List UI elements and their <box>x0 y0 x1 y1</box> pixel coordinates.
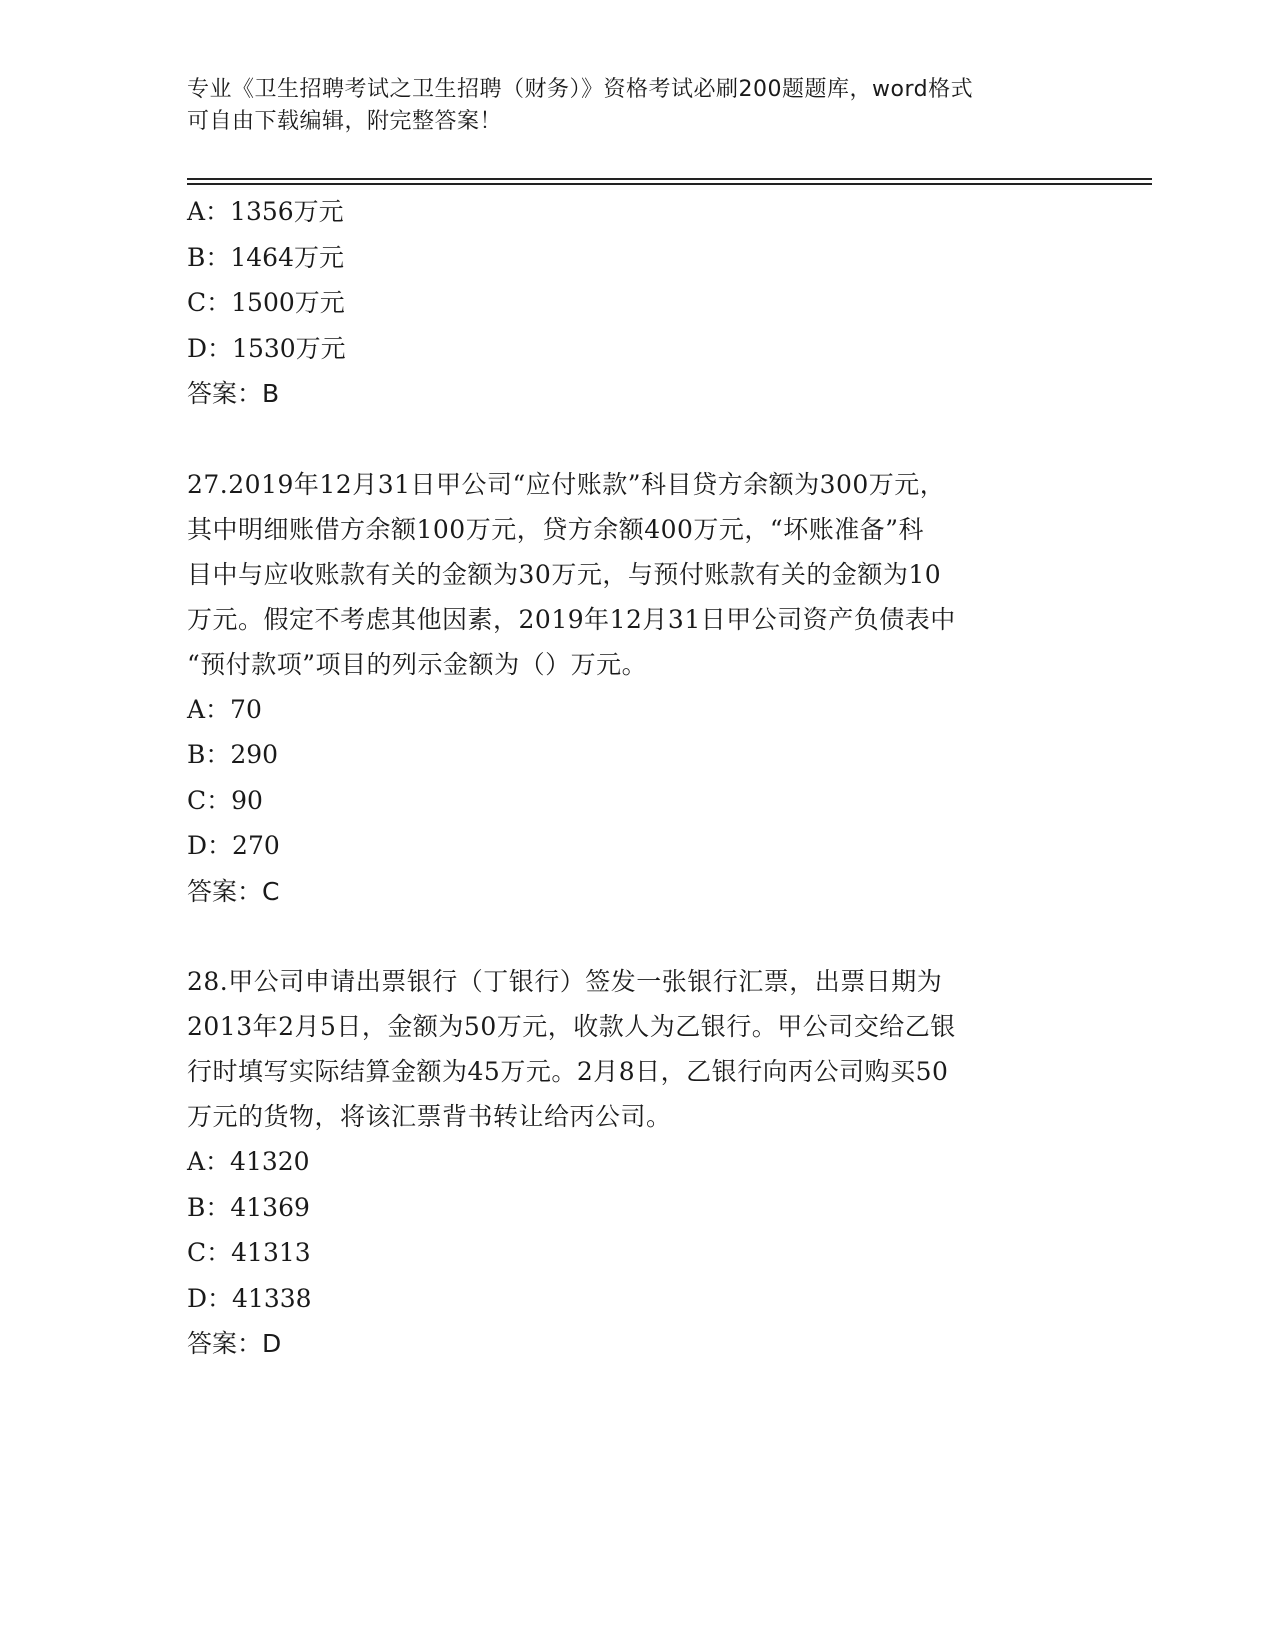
stem-line: 行时填写实际结算金额为45万元。2月8日，乙银行向丙公司购买50 <box>187 1057 949 1086</box>
header-divider-bottom <box>187 183 1152 185</box>
option-d: D：270 <box>187 831 280 860</box>
header-line-1: 专业《卫生招聘考试之卫生招聘（财务）》资格考试必刷200题题库，word格式 <box>187 77 974 102</box>
option-b: B：1464万元 <box>187 242 344 272</box>
document-header <box>187 74 1067 138</box>
stem-line: “预付款项”项目的列示金额为（）万元。 <box>187 649 648 679</box>
header-line-2: 可自由下载编辑，附完整答案！ <box>187 109 503 134</box>
option-a: A：1356万元 <box>187 197 344 226</box>
stem-line: 27.2019年12月31日甲公司“应付账款”科目贷方余额为300万元， <box>187 469 946 499</box>
question-26 <box>187 189 1087 417</box>
question-stem <box>187 959 1087 1139</box>
option-d: D：41338 <box>187 1283 312 1313</box>
answer: 答案：C <box>187 876 280 906</box>
option-b: B：290 <box>187 740 279 769</box>
question-stem <box>187 462 1087 687</box>
answer: 答案：D <box>187 1329 282 1358</box>
stem-line: 2013年2月5日，金额为50万元，收款人为乙银行。甲公司交给乙银 <box>187 1012 956 1041</box>
option-a: A：41320 <box>187 1147 310 1176</box>
question-28 <box>187 959 1087 1367</box>
stem-line: 目中与应收账款有关的金额为30万元，与预付账款有关的金额为10 <box>187 559 942 589</box>
option-c: C：1500万元 <box>187 288 345 317</box>
option-c: C：41313 <box>187 1238 311 1267</box>
option-d: D：1530万元 <box>187 333 346 363</box>
stem-line: 万元。假定不考虑其他因素，2019年12月31日甲公司资产负债表中 <box>187 604 956 634</box>
stem-line: 其中明细账借方余额100万元，贷方余额400万元，“坏账准备”科 <box>187 514 924 544</box>
question-27 <box>187 462 1087 915</box>
stem-line: 万元的货物，将该汇票背书转让给丙公司。 <box>187 1102 672 1131</box>
option-b: B：41369 <box>187 1192 310 1222</box>
header-divider-top <box>187 178 1152 180</box>
stem-line: 28.甲公司申请出票银行（丁银行）签发一张银行汇票，出票日期为 <box>187 967 943 996</box>
option-a: A：70 <box>187 694 262 724</box>
option-c: C：90 <box>187 785 263 815</box>
question-list <box>187 189 1087 1367</box>
answer: 答案：B <box>187 379 280 408</box>
